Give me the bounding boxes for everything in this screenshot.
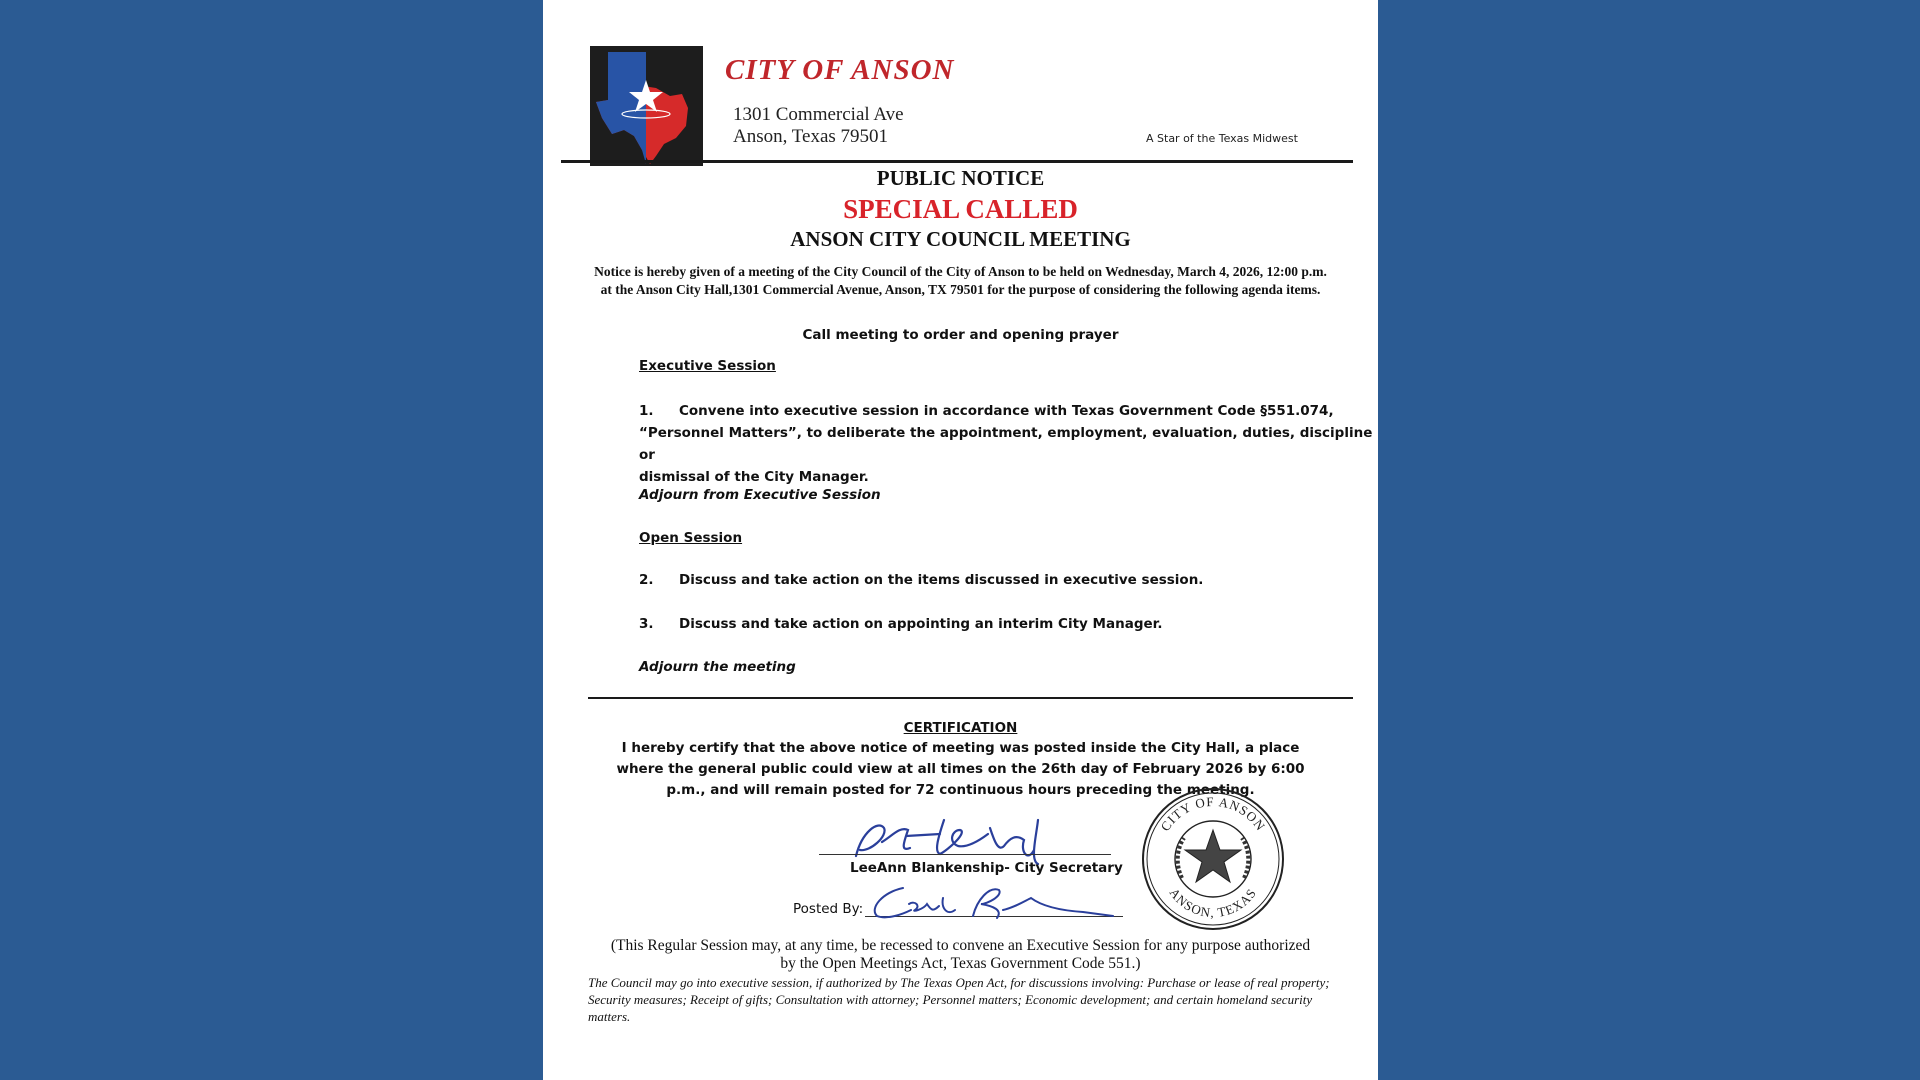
item-3-text: Discuss and take action on appointing an interim City Manager. (679, 616, 1163, 632)
city-seal (1140, 786, 1286, 932)
item-2-text: Discuss and take action on the items discussed in executive session. (679, 572, 1204, 588)
executive-session-heading: Executive Session (639, 358, 776, 374)
address (733, 104, 904, 148)
address-line-1: 1301 Commercial Ave (733, 104, 904, 125)
notice-document (543, 0, 1378, 1080)
seal-top-text: CITY OF ANSON (1157, 793, 1269, 834)
item-1-line-1: Convene into executive session in accordance with Texas Government Code §551.074, (679, 403, 1334, 419)
item-1-line-3: dismissal of the City Manager. (639, 469, 869, 485)
section-divider (588, 697, 1353, 699)
public-notice-title: PUBLIC NOTICE (876, 166, 1045, 190)
agenda-item-2 (639, 572, 1203, 588)
posted-by-signature (863, 880, 1123, 924)
item-1-line-2: “Personnel Matters”, to deliberate the appointment, employment, evaluation, duties, discipline or (639, 425, 1373, 463)
meeting-title: ANSON CITY COUNCIL MEETING (790, 227, 1131, 251)
regular-session-note: (This Regular Session may, at any time, be recessed to convene an Executive Session for any purpose authorized by the Open Meetings Act, Texas Government Code 551.) (610, 937, 1311, 972)
item-3-number: 3. (639, 616, 654, 632)
city-name: CITY OF ANSON (725, 54, 955, 86)
tagline: A Star of the Texas Midwest (1146, 132, 1298, 145)
seal-graphic (1140, 786, 1286, 932)
adjourn-meeting: Adjourn the meeting (639, 659, 796, 675)
header-divider (561, 160, 1353, 163)
item-1-number: 1. (639, 403, 654, 419)
agenda-item-3 (639, 616, 1163, 632)
adjourn-executive: Adjourn from Executive Session (639, 487, 881, 503)
open-session-heading: Open Session (639, 530, 743, 546)
city-logo (590, 46, 703, 166)
notice-paragraph: Notice is hereby given of a meeting of the City Council of the City of Anson to be held on Wednesday, March 4, 2026, 12:00 p.m. at the Anson City Hall,1301 Commercial Avenue, Anson, TX 79501 for the purpose of considering the following agenda items. (594, 264, 1327, 297)
item-2-number: 2. (639, 572, 654, 588)
call-to-order: Call meeting to order and opening prayer (802, 327, 1119, 343)
posted-by-label: Posted By: (793, 901, 864, 917)
certification-text: I hereby certify that the above notice of meeting was posted inside the City Hall, a place where the general public could view at all times on the 26th day of February 2026 by 6:00 p.m., and will remain posted for 72 continuous hours preceding the meeting. (616, 740, 1305, 798)
seal-bottom-text: ANSON, TEXAS (1166, 885, 1260, 921)
certification-heading: CERTIFICATION (903, 720, 1018, 736)
agenda-item-1 (639, 400, 1378, 488)
signature-line (819, 854, 1111, 855)
signer-name: LeeAnn Blankenship- City Secretary (850, 860, 1123, 876)
council-note: The Council may go into executive session, if authorized by The Texas Open Act, for discussions involving: Purchase or lease of real property; Security measures; Receipt of gifts; Consultation with attorney; Personnel matters; Economic development; and certain homeland security matters. (588, 975, 1330, 1024)
special-called-title: SPECIAL CALLED (843, 194, 1078, 224)
svg-text:ANSON, TEXAS (1167, 885, 1260, 920)
texas-flag-logo (590, 46, 703, 166)
address-line-2: Anson, Texas 79501 (733, 126, 889, 147)
